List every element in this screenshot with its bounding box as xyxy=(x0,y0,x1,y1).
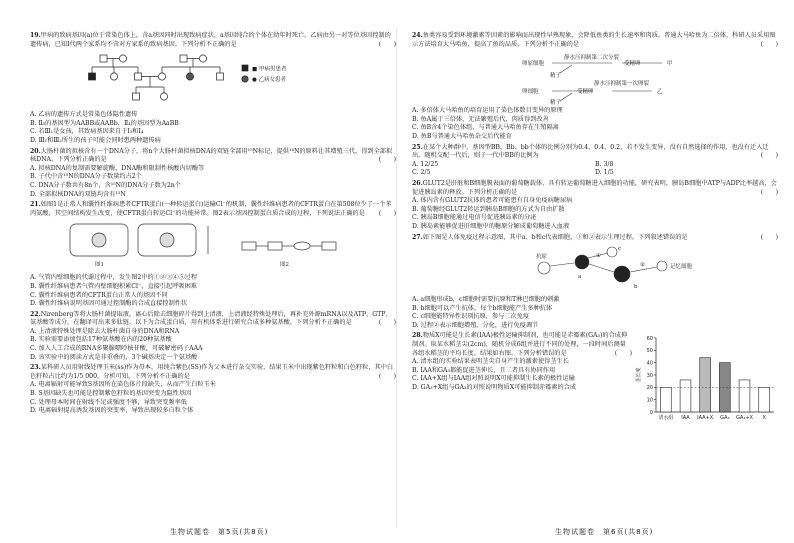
option-b: B. 鱼A属于三倍体，无法繁殖后代，肉质得到改善 xyxy=(412,115,549,123)
immune-process-figure xyxy=(412,244,778,294)
question-19 xyxy=(30,32,396,146)
question-stem: 在某个大种群中，基因型BB、Bb、bb个体的比例分别为0.4、0.4、0.2，若不发生变异，没有自然选择的作用，也没有迁入迁出，随机交配一代后，则子一代中BB的比例为 xyxy=(412,143,769,160)
option-c: C. c细胞能特异性识别抗原，参与二次免疫 xyxy=(412,313,530,321)
option-c: C. 2/5 xyxy=(412,169,431,177)
question-23 xyxy=(30,364,396,416)
question-number: 24. xyxy=(412,32,423,39)
option-c: C. 鱼B含4个染色体组，与普通大马哈鱼存在生殖隔离 xyxy=(412,124,559,132)
answer-bracket: ( ) xyxy=(378,40,396,48)
question-number: 23. xyxy=(30,364,41,372)
option-a: A. 体内含有GLUT2抗体的患者可能患有自身免疫病糖尿病 xyxy=(412,197,573,205)
question-number: 25. xyxy=(412,143,423,151)
question-28 xyxy=(412,332,778,422)
y-tick-label: 40 xyxy=(646,360,653,367)
question-22 xyxy=(30,311,396,363)
question-20 xyxy=(30,148,396,200)
option-c: C. DNA分子数共有8n个，含¹⁵N的DNA分子数为2n个 xyxy=(30,181,181,189)
question-24 xyxy=(412,32,778,142)
option-d: D. 过程②表示细胞增殖、分化，进行免疫调节 xyxy=(412,321,539,329)
question-number: 19. xyxy=(30,32,41,39)
bar-chart-svg xyxy=(634,332,778,430)
option-b: B. IAA和GA₃都能促进茎伸长，且二者具有协同作用 xyxy=(412,366,556,374)
flow-label: 静水压抑制第二次分裂 xyxy=(564,55,620,62)
bar xyxy=(700,358,711,412)
figure-label: a xyxy=(578,274,582,281)
question-stem: 甲病的致病基因(a)位于常染色体上，含a基因同时出现致病症状，a基因纯合的个体在幼年时死亡。乙病由另一对等位基因控制的遗传病，已知Ⅰ代两个家系均不含对方家系的致病基因。下列分析不正确的是 xyxy=(30,32,391,48)
option-d: D. 囊性纤维病说明基因可通过控制酶的合成直接控制性状 xyxy=(30,300,188,308)
question-stem: 物质X可能是生长素(IAA)极性运输抑制剂，也可能是赤霉素(GA₃)的合成抑制剂。取某水稻茎尖(2cm)，随机分成6组并进行不同的处理，一段时间后测量各组水稻茎的平均长度，结果如右图。下列分析错误的是 xyxy=(412,332,628,357)
option-a: A. 电离辐射可能导致S基因所在染色体片段缺失，从而产生白粒玉米 xyxy=(30,381,216,389)
x-tick-label: IAA xyxy=(681,415,690,422)
option-row xyxy=(412,169,778,178)
question-number: 27. xyxy=(412,233,423,241)
y-tick-label: 0 xyxy=(649,410,653,417)
question-stem: 大肠杆菌的拟核含有一个DNA分子，将n个大肠杆菌拟核DNA的双链全部用¹⁵N标记，提供¹⁴N的原料让其增殖三代，得到全部拟核DNA。下列分析正确的是 xyxy=(30,147,393,164)
bar xyxy=(660,388,671,413)
answer-bracket: ( ) xyxy=(378,156,396,164)
column-divider xyxy=(396,28,397,528)
question-stem: Nirenberg等将大肠杆菌提取液，离心后除去细胞碎片得到上清液，上清液经特殊处理后，再补充外源mRNA以及ATP、GTP、氨基酸等成分，在翻译可出来多肽链，以下为合成蛋白质，用有机体系进行研究合成多种氨基酸，下列分析不正确的是 xyxy=(30,310,392,327)
option-c: C. 若Ⅲ₁是女孩，其致病基因来自于Ⅰ₃和Ⅰ₄ xyxy=(30,128,144,136)
option-b: B. S基因缺失也可能是控制紫色籽粒的基因突变为隐性基因 xyxy=(30,390,192,398)
answer-bracket: ( ) xyxy=(614,349,632,357)
pedigree-figure xyxy=(30,51,396,109)
legend-item: ● 乙病女患者 xyxy=(252,77,287,84)
flow-label: 受精卵 xyxy=(624,61,641,68)
option-d: D. Ⅲ₁和Ⅲ₂所生的孩子可能会同时患两种遗传病 xyxy=(30,136,161,144)
question-number: 28. xyxy=(412,332,423,340)
option-a: A. 12/25 xyxy=(412,160,439,168)
answer-bracket: ( ) xyxy=(760,188,778,196)
x-tick-label: IAA+X xyxy=(697,415,714,422)
option-b: B. b细胞可以产生抗体，每个b细胞能产生多种抗体 xyxy=(412,304,553,312)
y-tick-label: 50 xyxy=(646,348,653,355)
question-stem: 如图1是正常人和囊性纤维病患者CFTR蛋白(一种转运蛋白)运输Cl⁻的机制，囊性纤维病患者的CFTR蛋白在第508位少了一个苯丙氨酸，其空间结构发生改变，使CFTR蛋白转运Cl⁻的功能异常。图2表示基因控制蛋白质合成的过程，下列说法正确的是 xyxy=(30,201,392,217)
figure-caption: 图1 xyxy=(95,262,104,269)
bar xyxy=(739,380,750,412)
option-a: A. 拟核DNA的复制需要解旋酶，DNA酶和限制性核酸内切酶等 xyxy=(30,164,205,172)
y-tick-label: 60 xyxy=(646,336,653,343)
x-tick-label: 清水组 xyxy=(658,415,674,422)
option-a: A. 多倍体大马哈鱼的培育运用了染色体数目变异的原理 xyxy=(412,107,563,115)
breeding-flow-figure xyxy=(412,51,778,105)
figure-label: 记忆细胞 xyxy=(670,264,693,271)
option-b: B. Ⅱ₃的基因型为AABB或AABb，Ⅱ₄的基因型为AaBB xyxy=(30,119,179,127)
option-d: D. 鱼B与普通大马哈鱼杂交后代能育 xyxy=(412,132,512,140)
option-b: B. 子代中含¹⁵N的DNA分子数量约占2个 xyxy=(30,173,142,181)
figure-label: ① xyxy=(596,253,601,260)
option-c: C. 囊性纤维病患者的CFTR蛋白正常人的基因不同 xyxy=(30,291,168,299)
page-footer-left: 生物试题卷 第5页(共8页) xyxy=(170,528,269,536)
option-b: B. 囊性纤维病患者气管内壁细胞积累Cl⁻，直接引起呼吸困难 xyxy=(30,282,197,290)
option-d: D. 全部拟核DNA的双链均含有¹⁵N xyxy=(30,190,126,198)
option-c: C. 加入人工合成的RNA多聚腺嘌呤核苷酸，可破解密码子AAA xyxy=(30,345,203,353)
option-d: D. 1/5 xyxy=(595,169,614,177)
flow-label: 卵细胞 xyxy=(522,89,539,96)
figure-label: b xyxy=(634,284,638,291)
option-d: D. GA₃+X组与GA₃的对照说明物质X可能抑制赤霉素的合成 xyxy=(412,384,577,392)
bar-chart xyxy=(634,332,778,434)
bar xyxy=(719,363,730,412)
question-21 xyxy=(30,201,396,309)
option-a: A. a细胞形成b，c细胞时需要抗原和T淋巴细胞的刺激 xyxy=(412,296,560,304)
question-25 xyxy=(412,144,778,178)
legend-item: ■ 甲病男患者 xyxy=(252,66,287,73)
flow-label: 卵原细胞 xyxy=(522,61,545,68)
answer-bracket: ( ) xyxy=(760,233,778,241)
y-axis-label: 茎长度 xyxy=(636,367,642,383)
y-tick-label: 20 xyxy=(646,385,653,392)
y-tick-label: 10 xyxy=(646,397,653,404)
option-b: B. 实验需要添加包括17种氨基酸在内的20种氨基酸 xyxy=(30,336,172,344)
right-column xyxy=(412,32,778,422)
figure-label: ② xyxy=(640,262,645,269)
x-tick-label: GA₃ xyxy=(720,415,730,422)
option-d: D. 胰岛素能够促进肝细胞中的糖原分解成葡萄糖进入血液 xyxy=(412,222,570,230)
option-a: A. 乙病的遗传方式是常染色体隐性遗传 xyxy=(30,111,138,119)
option-d: D. 电离辐射提高诱发基因的突变率，导致出现较多白粒个体 xyxy=(30,407,194,415)
figure-label: c xyxy=(618,246,622,253)
question-number: 21. xyxy=(30,201,41,209)
option-a: A. 上清液特殊处理是除去大肠杆菌自身的DNA和RNA xyxy=(30,327,180,335)
flow-label: 受精卵 xyxy=(577,89,594,96)
question-number: 26. xyxy=(412,179,423,187)
figure-caption: 图2 xyxy=(280,262,289,269)
flow-label: 静水压抑制第一次卵裂 xyxy=(594,81,650,88)
option-b: B. 葡萄糖经GLUT2转运到胰岛B细胞的方式为自由扩散 xyxy=(412,205,565,213)
option-c: C. IAA+X组与IAA组对照说明X可能抑制生长素的极性运输 xyxy=(412,375,575,383)
answer-bracket: ( ) xyxy=(760,152,778,160)
left-column xyxy=(30,32,396,418)
question-number: 20. xyxy=(30,147,41,155)
question-27 xyxy=(412,234,778,331)
answer-bracket: ( ) xyxy=(378,319,396,327)
question-number: 22. xyxy=(30,310,41,318)
x-tick-label: X xyxy=(762,415,766,422)
option-a: A. 清水组的实验结果表明茎尖自身产生的激素使得茎生长 xyxy=(412,358,569,366)
option-b: B. 3/8 xyxy=(595,160,614,168)
bar xyxy=(759,388,770,413)
cftr-figure xyxy=(30,220,396,272)
question-stem: 如下图是人体免疫过程示意图，其中a、b和c代表细胞，①和②表示生理过程。下列叙述错误的是 xyxy=(422,233,688,241)
answer-bracket: ( ) xyxy=(378,372,396,380)
page-footer-right: 生物试题卷 第6页(共8页) xyxy=(555,528,654,536)
option-c: C. 胰岛B细胞能通过电信号促进胰岛素的分泌 xyxy=(412,214,537,222)
question-stem: GLUT2是肝脏和B细胞膜表面的葡萄糖载体，具有转运葡萄糖进入细胞的功能，研究表明，胰岛B细胞中ATP与ADP比率越高，会促进胰岛素的释放。下列分析正确的是 xyxy=(412,179,777,196)
question-26 xyxy=(412,180,778,232)
question-stem: 鱼类容易受到环境激素等因素的影响而出现性早熟现象，会降低鱼类的生长速率和肉质。普通大马哈鱼为二倍体，科研人员采用图示方法培育大马哈鱼，提高了鱼的品质，下列分析不正确的是 xyxy=(412,32,776,48)
question-stem: 某科研人员用射线处理玉米(ss)作为母本，用纯合紫色(SS)作为父本进行杂交实验，结果玉米中出现紫色籽粒和白色籽粒，其中白色籽粒占比约为1/5 000，分析可知，下列分析不正确的是 xyxy=(30,364,394,380)
flow-label: 甲 xyxy=(667,61,673,68)
answer-bracket: ( ) xyxy=(760,40,778,48)
answer-bracket: ( ) xyxy=(378,209,396,217)
x-tick-label: GA₃+X xyxy=(736,415,753,422)
flow-label: 精子 xyxy=(550,73,562,80)
flow-label: 精子 xyxy=(550,100,562,106)
y-tick-label: 30 xyxy=(646,373,653,380)
bar xyxy=(680,380,691,412)
option-row xyxy=(412,161,778,170)
flow-label: 乙 xyxy=(657,89,663,96)
option-c: C. 处理母本时间在射线不足或强度不够，导致突变频率低 xyxy=(30,398,187,406)
option-d: D. 该实验中的阅读方式是非重叠的，3个碱基决定一个氨基酸 xyxy=(30,353,198,361)
figure-label: 抗原 xyxy=(536,254,548,261)
option-a: A. 气管内壁细胞的代谢过程中，发生图2中的①②③④⑤过程 xyxy=(30,274,198,282)
